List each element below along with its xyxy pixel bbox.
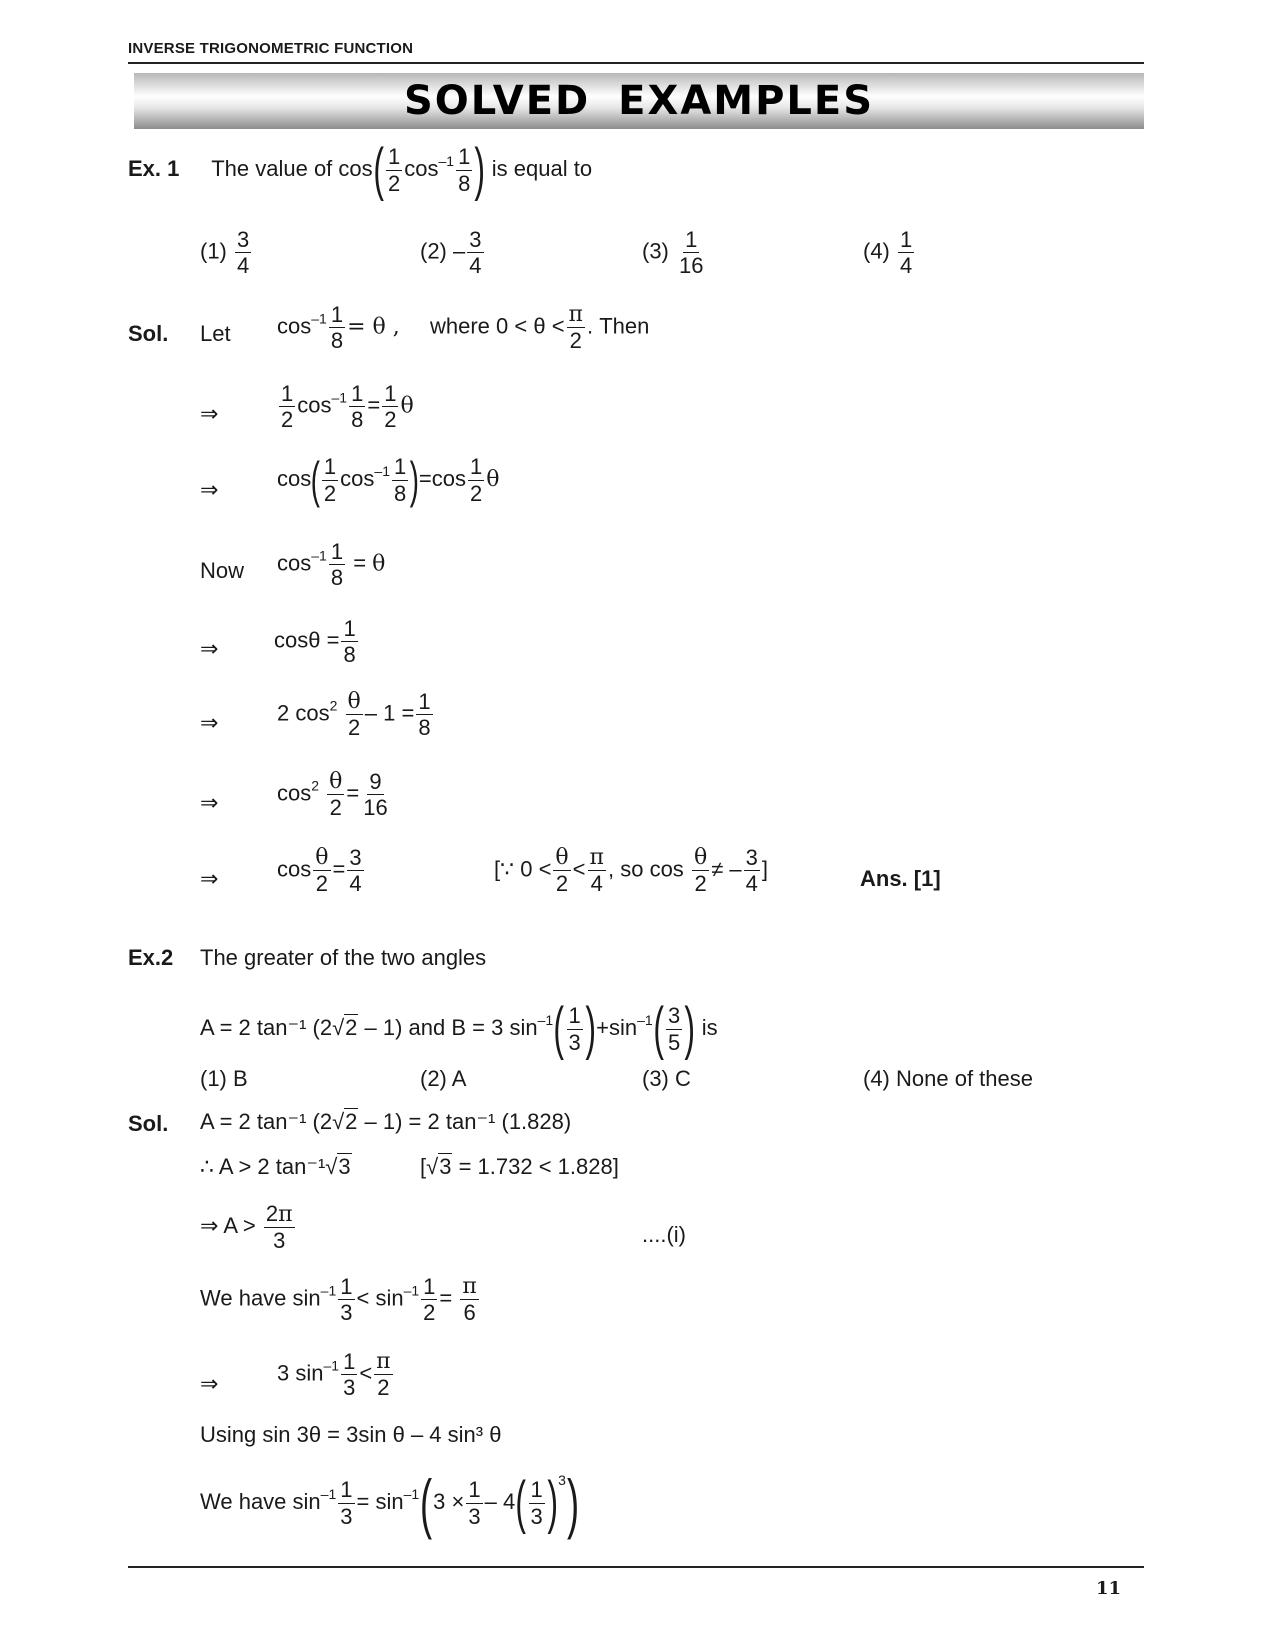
cos-text: cos [404, 155, 439, 181]
page-number: 11 [1096, 1578, 1122, 1599]
ex2-sol-line7: We have $\sin^{-1}$ $\frac{1}{3}$ = $\sin^{-1}(3$ × $\frac{1}{3}$ – 4( $\frac{1}{3}$ )$^3$) [200, 1466, 579, 1540]
implies-arrow: ⇒ [200, 790, 219, 815]
ex2-option-4: (4) None of these [863, 1066, 1033, 1091]
header-divider [128, 62, 1144, 64]
implies-arrow: ⇒ [200, 401, 219, 426]
ex2-sol-line2: ∴ A > 2 tan⁻¹√3 [200, 1154, 351, 1179]
ex1-step-7: cos $\frac{\theta}{2}$ = $\frac{3}{4}$ [277, 845, 362, 897]
implies-arrow: ⇒ [200, 636, 219, 661]
ex2-sol-label: Sol. [128, 1111, 169, 1136]
ex1-option-2: (2) – $\frac{3}{4}$ [420, 227, 482, 279]
let-text: Let [200, 321, 231, 346]
ex1-text: The value of cos [211, 155, 373, 181]
ex2-option-3: (3) C [642, 1066, 691, 1091]
ex2-sol-line5: 3 $\sin^{-1}$ $\frac{1}{3}$ < $\frac{\pi}{2}$ [277, 1349, 391, 1401]
ex2-option-1: (1) B [200, 1066, 248, 1091]
ex1-sol-label: Sol. [128, 321, 169, 346]
implies-arrow: ⇒ [200, 477, 219, 502]
section-banner [134, 73, 1144, 129]
ex2-sol-line1: A = 2 tan⁻¹ (2√2 – 1) = 2 tan⁻¹ (1.828) [200, 1109, 572, 1134]
ex1-step-1: $\frac{1}{2}$ $\cos^{-1}$ $\frac{1}{8}$ = $\frac{1}{2}$ θ [281, 381, 414, 433]
ex1-sol-line1: $\cos^{-1}$ $\frac{1}{8}$ = θ , where 0 < θ < $\frac{\pi}{2}$ . Then [277, 302, 650, 354]
ex2-sol-line3: ⇒ A > $\frac{2\pi}{3}$ [200, 1201, 293, 1254]
ex1-step-2: cos( $\frac{1}{2}$ $\cos^{-1}$ $\frac{1}{8}$ )=cos $\frac{1}{2}$ θ [277, 452, 500, 508]
ex1-step-4: cosθ = $\frac{1}{8}$ [274, 616, 356, 668]
now-text: Now [200, 558, 245, 583]
ex1-text-end: is equal to [491, 155, 593, 181]
ex1-label: Ex. 1 [128, 155, 180, 181]
ex1-step-5: 2 $\cos^2$ $\frac{\theta}{2}$ – 1 = $\frac{1}{8}$ [277, 689, 431, 741]
ex1-question: Ex. 1 The value of cos( $\frac{1}{2}$ $\cos^{-1}$ $\frac{1}{8}$ ) is equal to [128, 137, 593, 202]
fraction: $\frac{1}{8}$ [458, 144, 471, 196]
ex2-sol-line6: Using sin 3θ = 3sin θ – 4 sin³ θ [200, 1422, 502, 1447]
ex2-label: Ex.2 [128, 945, 174, 970]
footer-divider [128, 1566, 1144, 1568]
ex2-sol-note: [√3 = 1.732 < 1.828] [420, 1154, 619, 1179]
ex2-definition: A = 2 tan⁻¹ (2√2 – 1) and B = 3 $\sin^{-1}$( $\frac{1}{3}$ )$+\sin^{-1}$( $\frac{3}{5}$ ) is [200, 996, 718, 1061]
ex1-option-4: (4) $\frac{1}{4}$ [863, 227, 913, 279]
paren-close: ) [474, 137, 486, 202]
ex1-step-6: $\cos^2$ $\frac{\theta}{2}$ = $\frac{9}{16}$ [277, 769, 388, 821]
ex2-question: The greater of the two angles [200, 945, 487, 970]
ex1-option-3: (3) $\frac{1}{16}$ [642, 227, 704, 279]
paren-open: ( [373, 137, 384, 202]
banner-title: SOLVED EXAMPLES [403, 78, 875, 124]
ex2-option-2: (2) A [420, 1066, 467, 1091]
ex1-justification: [∵ 0 < $\frac{\theta}{2}$ < $\frac{\pi}{4}$ , so cos $\frac{\theta}{2}$ ≠ – $\frac{3}{4}$ ] [494, 845, 768, 897]
ex1-step-3: $\cos^{-1}$ $\frac{1}{8}$ = θ [277, 539, 386, 591]
fraction: $\frac{1}{2}$ [387, 144, 401, 196]
header-title: INVERSE TRIGONOMETRIC FUNCTION [128, 40, 414, 57]
implies-arrow: ⇒ [200, 866, 219, 891]
ex2-sol-line4: We have $\sin^{-1}$ $\frac{1}{3}$ < $\sin^{-1}$ $\frac{1}{2}$ = $\frac{\pi}{6}$ [200, 1274, 477, 1326]
ex1-option-1: (1) $\frac{3}{4}$ [200, 227, 250, 279]
implies-arrow: ⇒ [200, 1371, 219, 1396]
implies-arrow: ⇒ [200, 710, 219, 735]
eq-ref-i: ....(i) [642, 1222, 686, 1247]
ex1-answer: Ans. [1] [860, 866, 941, 891]
